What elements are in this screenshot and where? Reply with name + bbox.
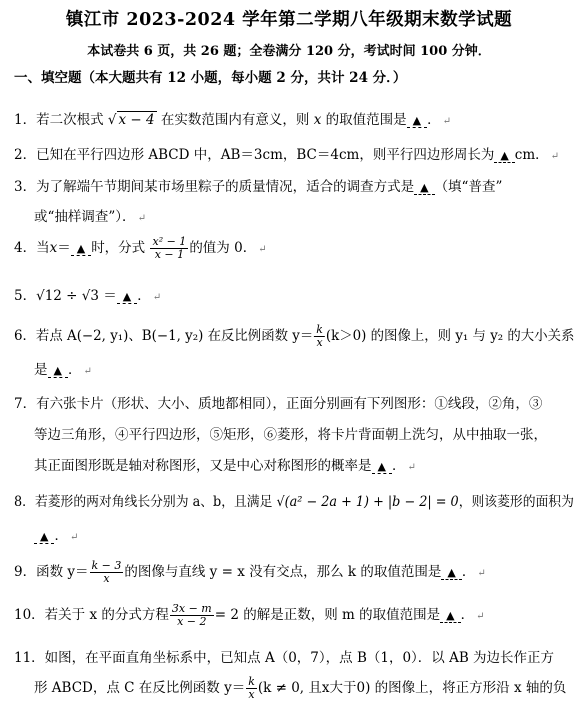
q9-numerator: k − 3 [91, 559, 122, 572]
return-mark-icon: ↵ [152, 292, 162, 303]
q7-text2: 等边三角形，④平行四边形，⑤矩形，⑥菱形，将卡片背面朝上洗匀，从中抽取一张， [34, 427, 547, 443]
return-mark-icon: ↵ [442, 116, 451, 127]
answer-blank[interactable] [441, 566, 461, 580]
blank-triangle-icon: ▲ [53, 364, 62, 377]
answer-blank[interactable] [48, 364, 68, 378]
return-mark-icon: ↵ [69, 532, 79, 543]
q11-text3: (k ≠ 0, 且x大于0) 的图像上，将正方形沿 x 轴的负 [257, 680, 567, 696]
question-7 [14, 392, 542, 412]
q6-denominator: x [316, 336, 323, 349]
q1-var: x [313, 112, 322, 128]
question-11-line2 [34, 676, 566, 701]
question-8 [14, 490, 574, 510]
return-mark-icon: ↵ [258, 244, 267, 255]
q7-text3: 其正面图形既是轴对称图形，又是中心对称图形的概率是 [34, 458, 372, 474]
q1-number: 1． [14, 112, 37, 128]
q11-text2: 形 ABCD，点 C 在反比例函数 y＝ [34, 680, 246, 696]
q5-expression: √12 ÷ √3 ＝ [36, 288, 117, 304]
q11-denominator: x [248, 688, 255, 701]
return-mark-icon: ↵ [137, 213, 146, 224]
question-9 [14, 560, 486, 585]
q7-text4: ． [391, 458, 406, 474]
q1-text2: 在实数范围内有意义，则 [160, 112, 310, 128]
q10-text2: = 2 的解是正数，则 m 的取值范围是 [214, 607, 441, 623]
exam-title: 镇江市 2023-2024 学年第二学期八年级期末数学试题 [65, 10, 513, 30]
q8-text3: ． [54, 528, 68, 544]
q6-numerator: k [316, 323, 323, 336]
q8-text2: ，则该菱形的面积为 [458, 494, 574, 510]
q10-text3: ． [460, 607, 475, 623]
q3-text3: 或“抽样调查”）． [34, 209, 136, 225]
question-7-line3 [34, 454, 416, 474]
q2-text: 2．已知在平行四边形 ABCD 中，AB＝3cm，BC＝4cm，则平行四边形周长为 [14, 147, 495, 163]
blank-triangle-icon: ▲ [40, 530, 49, 543]
return-mark-icon: ↵ [550, 151, 560, 162]
q11-numerator: k [248, 675, 255, 688]
q6-text2: (k＞0) 的图像上，则 y₁ 与 y₂ 的大小关系 [325, 328, 575, 344]
question-11 [14, 646, 554, 666]
return-mark-icon: ↵ [407, 462, 416, 473]
q7-text: 7．有六张卡片（形状、大小、质地都相同），正面分别画有下列图形：①线段，②角，③ [14, 396, 543, 412]
question-3 [14, 175, 502, 195]
q4-text: 4．当 [14, 240, 50, 256]
question-7-line2 [34, 423, 547, 443]
question-3-line2 [34, 205, 146, 225]
answer-blank[interactable] [34, 530, 54, 544]
q8-expression: √(a² − 2a + 1) + |b − 2| = 0 [276, 494, 459, 510]
blank-triangle-icon: ▲ [76, 242, 86, 255]
q4-text2: 时，分式 [91, 240, 146, 256]
q6-text3: 是 [34, 362, 48, 378]
blank-triangle-icon: ▲ [447, 566, 456, 579]
answer-blank[interactable] [407, 114, 427, 128]
question-10 [14, 603, 484, 628]
q2-unit: cm． [514, 147, 549, 163]
question-6 [14, 324, 574, 349]
q9-denominator: x [103, 572, 110, 585]
q6-fraction [314, 324, 325, 349]
q4-denominator: x − 1 [154, 248, 185, 261]
answer-blank[interactable] [494, 149, 514, 163]
q11-fraction [246, 676, 257, 701]
q5-number: 5． [14, 288, 37, 304]
q10-numerator: 3x − m [171, 602, 212, 615]
q3-text: 3．为了解端午节期间某市场里粽子的质量情况，适合的调查方式是 [14, 179, 415, 195]
q4-text3: 的值为 0． [189, 240, 257, 256]
q6-text: 6．若点 A(−2, y₁)、B(−1, y₂) 在反比例函数 y＝ [14, 328, 314, 344]
q9-text: 9．函数 y＝ [14, 564, 89, 580]
answer-blank[interactable] [117, 290, 137, 304]
question-1: 1．若二次根式 √ x − 4 在实数范围内有意义，则 x 的取值范围是 ▲ ． ↵ [14, 112, 451, 128]
q10-denominator: x − 2 [177, 615, 207, 628]
q6-text4: ． [67, 362, 82, 378]
return-mark-icon: ↵ [83, 366, 92, 377]
question-6-line2 [34, 358, 92, 378]
blank-triangle-icon: ▲ [412, 114, 422, 127]
q9-fraction [90, 560, 124, 585]
blank-triangle-icon: ▲ [122, 290, 132, 303]
blank-triangle-icon: ▲ [377, 460, 386, 473]
q1-text: 若二次根式 [36, 112, 104, 128]
blank-triangle-icon: ▲ [420, 181, 429, 194]
question-4 [14, 236, 267, 261]
q4-eq: ＝ [57, 240, 71, 256]
q4-numerator: x² − 1 [152, 235, 187, 248]
q4-var: x [49, 240, 58, 256]
q11-text: 11．如图，在平面直角坐标系中，已知点 A（0，7），点 B（1，0）．以 AB 为边长作正方 [14, 650, 555, 666]
question-5 [14, 284, 161, 304]
question-8-line2 [34, 524, 78, 544]
q10-text: 10．若关于 x 的分式方程 [14, 607, 169, 623]
q9-text3: ． [461, 564, 476, 580]
q8-text: 8．若菱形的两对角线长分别为 a、b，且满足 [14, 494, 273, 510]
answer-blank[interactable] [440, 609, 460, 623]
exam-subtitle: 本试卷共 6 页，共 26 题；全卷满分 120 分，考试时间 100 分钟． [87, 44, 491, 59]
answer-blank[interactable] [71, 242, 91, 256]
q1-radical: x − 4 [118, 112, 155, 128]
blank-triangle-icon: ▲ [500, 149, 509, 162]
q5-text: ． [137, 288, 151, 304]
answer-blank[interactable] [414, 181, 434, 195]
q1-text3: 的取值范围是 [325, 112, 407, 128]
return-mark-icon: ↵ [477, 568, 486, 579]
q4-fraction [150, 236, 188, 261]
answer-blank[interactable] [372, 460, 392, 474]
blank-triangle-icon: ▲ [446, 609, 455, 622]
q10-fraction [170, 603, 214, 628]
question-2 [14, 143, 559, 163]
return-mark-icon: ↵ [476, 611, 485, 622]
q9-text2: 的图像与直线 y = x 没有交点，那么 k 的取值范围是 [124, 564, 442, 580]
section-heading: 一、填空题（本大题共有 12 小题，每小题 2 分，共计 24 分．） [14, 70, 407, 86]
q3-text2: （填“普查” [434, 179, 503, 195]
